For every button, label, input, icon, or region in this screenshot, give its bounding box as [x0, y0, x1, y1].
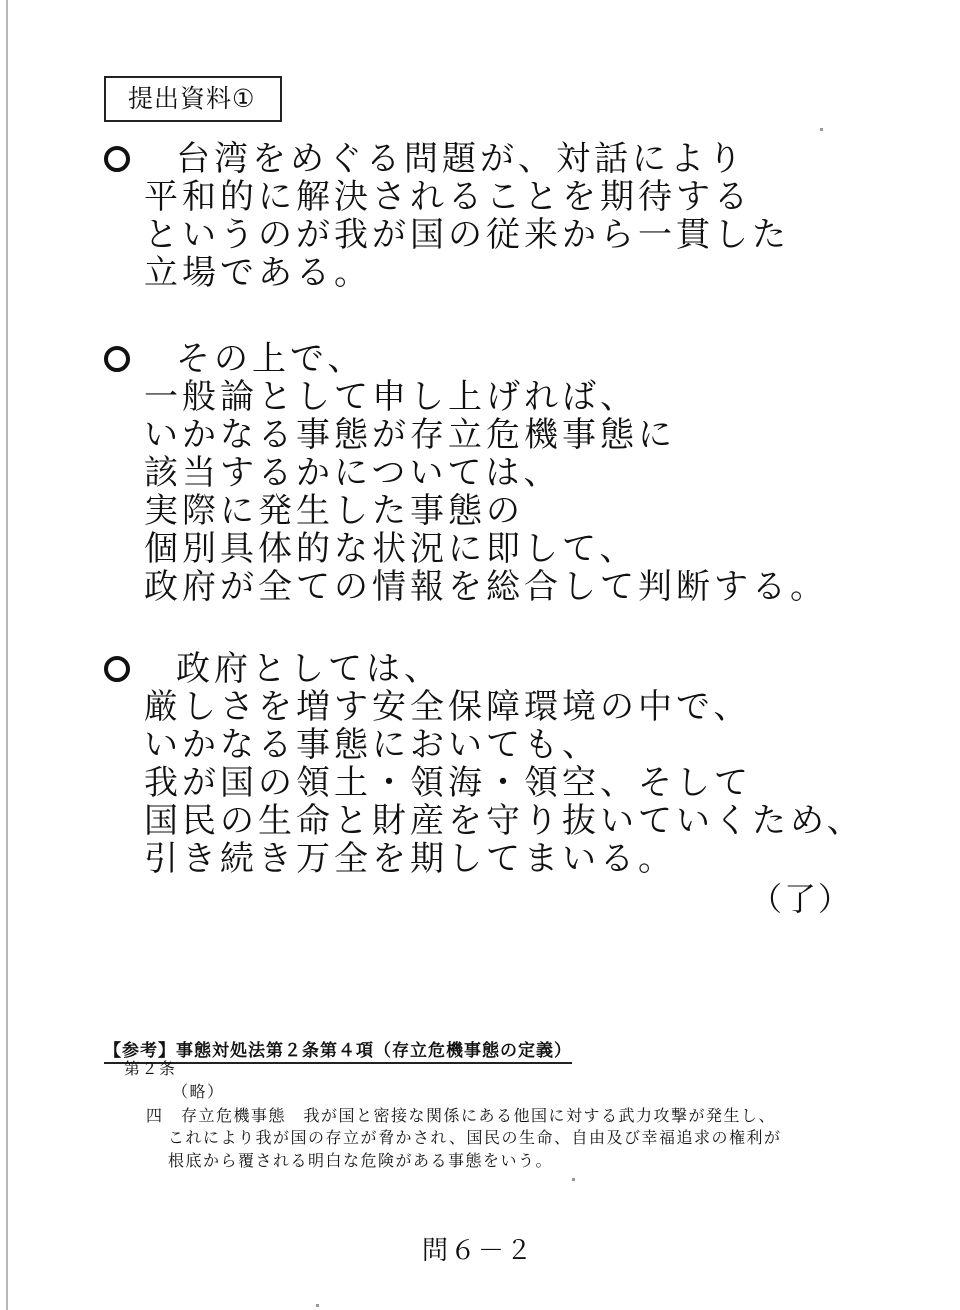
page-number: 問６－２ [422, 1236, 535, 1266]
statement-line: 政府としては、 [104, 650, 844, 688]
page-edge [6, 0, 8, 1310]
statement-line: 政府が全ての情報を総合して判断する。 [144, 567, 828, 607]
statement-line: 我が国の領土・領海・領空、そして [144, 763, 752, 803]
closing-mark: （了） [750, 880, 853, 918]
reference-heading: 【参考】事態対処法第２条第４項（存立危機事態の定義） [104, 1036, 572, 1064]
circle-bullet-icon [104, 146, 130, 172]
scan-speck [820, 128, 823, 131]
statement-line: 実際に発生した事態の [144, 491, 524, 531]
statement-line: 立場である。 [144, 253, 372, 293]
scan-speck [316, 1304, 319, 1307]
statement-line: いかなる事態においても、 [144, 725, 600, 765]
scan-speck [572, 1178, 575, 1181]
reference-item-line: 四 存立危機事態 我が国と密接な関係にある他国に対する武力攻撃が発生し、 [146, 1106, 777, 1125]
statement-line: 台湾をめぐる問題が、対話により [104, 140, 844, 178]
document-label: 提出資料① [104, 76, 282, 122]
statement-line: 一般論として申し上げれば、 [144, 377, 638, 417]
statement-line: 平和的に解決されることを期待する [144, 177, 752, 217]
statement-line: いかなる事態が存立危機事態に [144, 415, 676, 455]
statement-line: というのが我が国の従来から一貫した [144, 215, 790, 255]
reference-item-line: これにより我が国の存立が脅かされ、国民の生命、自由及び幸福追求の権利が [168, 1128, 782, 1147]
reference-item-line: 根底から覆される明白な危険がある事態をいう。 [168, 1151, 554, 1170]
statement-line: 個別具体的な状況に即して、 [144, 529, 638, 569]
statement-section-3 [104, 649, 865, 879]
statement-line: その上で、 [104, 340, 844, 378]
statement-section-1 [104, 140, 844, 292]
statement-section-2 [104, 340, 844, 606]
reference-omitted: （略） [172, 1082, 225, 1101]
reference-article: 第２条 [124, 1059, 177, 1078]
circle-bullet-icon [104, 656, 130, 682]
statement-line: 引き続き万全を期してまいる。 [144, 839, 676, 879]
statement-line: 国民の生命と財産を守り抜いていくため、 [144, 801, 865, 841]
statement-line: 該当するかについては、 [144, 453, 562, 493]
circle-bullet-icon [104, 346, 130, 372]
statement-line: 厳しさを増す安全保障環境の中で、 [144, 687, 752, 727]
